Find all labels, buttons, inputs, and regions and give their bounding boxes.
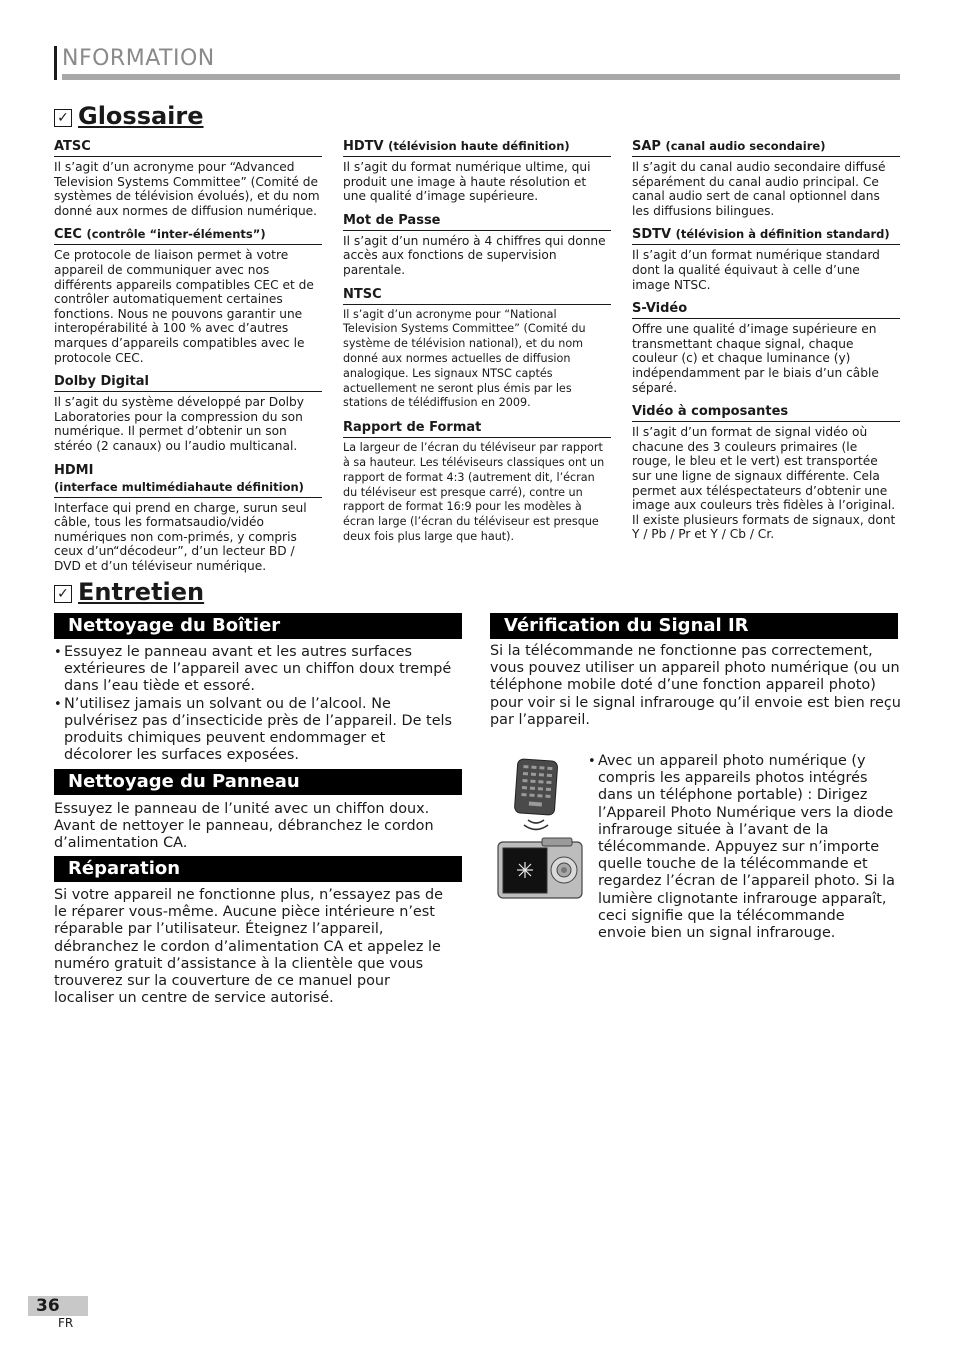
glossary-term bbox=[343, 419, 611, 545]
glossary-term-definition: Il s’agit d’un acronyme pour “Advanced Television Systems Committee” (Comité de systèmes de télévision évolués), et du nom donné aux normes de diffusion numérique. bbox=[54, 160, 320, 218]
glossary-column-2 bbox=[343, 138, 611, 545]
glossary-term-definition: Ce protocole de liaison permet à votre appareil de communiquer avec nos différents appareils compatibles CEC et de contrôler automatiquement certaines fonctions. Nous ne pouvons garantir une interopérabilité à 100 % avec d’autres marques d’appareils compatibles avec le protocole CEC. bbox=[54, 248, 314, 365]
glossary-term-heading bbox=[54, 138, 322, 157]
list-item: • Avec un appareil photo numérique (y compris les appareils photos intégrés dans un téléphone portable) : Dirigez l’Appareil Photo Numérique vers la diode infrarouge située à l’avant de la télécommande. Appuyez sur n’importe quelle touche de la télécommande et regardez l’écran de l’appareil photo. Si la lumière clignotante infrarouge apparaît, ceci signifie que la télécommande envoie bien un signal infrarouge. bbox=[588, 753, 896, 942]
glossary-term-name: Rapport de Format bbox=[343, 420, 482, 436]
glossary-column-3 bbox=[632, 138, 900, 542]
glossary-term-name: S-Vidéo bbox=[632, 301, 688, 317]
glossary-term-definition: Il s’agit d’un acronyme pour “National Television Systems Committee” (Comité du système de télévision national), et du nom donné aux normes actuelles de diffusion analogique. Les signaux NTSC captés actuellement ne seront plus émis par les stations de télédiffusion en 2009. bbox=[343, 307, 586, 410]
glossary-term-name: Mot de Passe bbox=[343, 212, 441, 228]
glossary-term-subtitle: (télévision haute définition) bbox=[388, 139, 570, 153]
glossary-term-name: Vidéo à composantes bbox=[632, 404, 789, 420]
glossary-term-definition: Il s’agit du format numérique ultime, qui produit une image à haute résolution et une qualité d’image supérieure. bbox=[343, 160, 591, 204]
glossary-term-definition: Il s’agit d’un format numérique standard dont la qualité équivaut à celle d’une image NTSC. bbox=[632, 248, 880, 292]
checkbox-icon: ✓ bbox=[54, 109, 72, 127]
glossary-term-heading bbox=[632, 226, 900, 245]
glossary-term-definition: Il s’agit d’un format de signal vidéo où chacune des 3 couleurs primaires (le rouge, le bleu et le vert) est transportée sur une ligne de signaux différente. Cela permet aux téléspectateurs d’obtenir une image aux couleurs très fidèles à l’original. Il existe plusieurs formats de signaux, dont Y / Pb / Pr et Y / Cb / Cr. bbox=[632, 425, 896, 542]
remote-camera-icon bbox=[496, 758, 584, 900]
panneau-text: Essuyez le panneau de l’unité avec un chiffon doux. Avant de nettoyer le panneau, débranchez le cordon d’alimentation CA. bbox=[54, 801, 434, 852]
glossary-term-definition: Il s’agit du système développé par Dolby Laboratories pour la compression du son numérique. Il permet d’obtenir un son stéréo (2 canaux) ou l’audio multicanal. bbox=[54, 395, 304, 453]
page-language: FR bbox=[58, 1316, 74, 1330]
glossary-term-definition: Il s’agit d’un numéro à 4 chiffres qui donne accès aux fonctions de supervision parentale. bbox=[343, 233, 606, 277]
panneau-heading: Nettoyage du Panneau bbox=[54, 769, 462, 795]
glossary-term-name: NTSC bbox=[343, 286, 382, 302]
glossary-term-definition: La largeur de l’écran du téléviseur par rapport à sa hauteur. Les téléviseurs classiques ont un rapport de format 4:3 (autrement dit, l’écran du téléviseur est presque carré), contre un rapport de format 16:9 pour les modèles à écran large (l’écran du téléviseur est presque deux fois plus large que haut). bbox=[343, 441, 605, 543]
header-title: NFORMATION bbox=[62, 46, 215, 71]
glossary-term-name: SAP bbox=[632, 139, 661, 154]
glossary-term-subtitle: (canal audio secondaire) bbox=[665, 139, 826, 153]
glossary-term-name: ATSC bbox=[54, 139, 91, 154]
glossary-term-heading bbox=[343, 419, 611, 438]
glossary-term-definition: Interface qui prend en charge, surun seul câble, tous les formatsaudio/vidéo numériques non com-primés, y compris ceux d’un“décodeur”, d’un lecteur BD / DVD et d’un téléviseur numérique. bbox=[54, 500, 307, 573]
glossary-term bbox=[632, 403, 900, 542]
remote-camera-illustration bbox=[496, 758, 584, 900]
reparation-text: Si votre appareil ne fonctionne plus, n’essayez pas de le réparer vous-même. Aucune pièce intérieure n’est réparable par l’utilisateur. Éteignez l’appareil, débranchez le cordon d’alimentation CA et appelez le numéro gratuit d’assistance à la clientèle que vous trouverez sur la couverture de ce manuel pour localiser un centre de service autorisé. bbox=[54, 887, 443, 1007]
glossary-term-heading bbox=[54, 373, 322, 392]
glossary-term-heading bbox=[343, 286, 611, 305]
glossary-term-subtitle: (télévision à définition standard) bbox=[675, 227, 890, 242]
glossary-term-heading bbox=[632, 138, 900, 157]
glossary-term bbox=[343, 212, 611, 278]
glossary-term-heading bbox=[632, 300, 900, 319]
glossary-term-subtitle: (interface multimédiahaute définition) bbox=[54, 479, 304, 494]
glossary-term bbox=[343, 286, 611, 412]
list-item: • N’utilisez jamais un solvant ou de l’alcool. Ne pulvérisez pas d’insecticide près de l’appareil. De tels produits chimiques peuvent endommager et décolorer les surfaces exposées. bbox=[54, 696, 454, 765]
page-header bbox=[54, 46, 900, 82]
glossary-term-heading bbox=[632, 403, 900, 422]
glossary-term bbox=[54, 462, 322, 574]
checkbox-icon: ✓ bbox=[54, 585, 72, 603]
glossary-term-name: SDTV bbox=[632, 227, 672, 243]
glossary-term-name: HDTV bbox=[343, 139, 384, 154]
glossary-term-name: CEC bbox=[54, 227, 82, 243]
list-item: • Essuyez le panneau avant et les autres surfaces extérieures de l’appareil avec un chiffon doux trempé dans l’eau tiède et essoré. bbox=[54, 644, 454, 696]
glossary-term-heading bbox=[343, 212, 611, 231]
glossary-term bbox=[54, 138, 322, 218]
header-rule bbox=[62, 74, 900, 80]
glossary-term bbox=[632, 300, 900, 395]
glossary-term-subtitle: (contrôle “inter-éléments”) bbox=[86, 227, 266, 242]
boitier-list bbox=[54, 644, 454, 764]
glossary-term-name: HDMI bbox=[54, 462, 94, 478]
glossary-term-definition: Offre une qualité d’image supérieure en transmettant chaque signal, chaque couleur (c) et chaque luminance (y) indépendamment par le biais d’un câble séparé. bbox=[632, 322, 879, 395]
glossary-term-name: Dolby Digital bbox=[54, 374, 149, 390]
reparation-heading: Réparation bbox=[54, 856, 462, 882]
header-bar bbox=[54, 46, 57, 80]
boitier-heading: Nettoyage du Boîtier bbox=[54, 613, 462, 639]
glossary-term bbox=[343, 138, 611, 204]
glossary-term-heading bbox=[54, 226, 322, 245]
glossary-term bbox=[54, 373, 322, 453]
glossary-term-heading bbox=[54, 462, 322, 498]
glossary-term-heading bbox=[343, 138, 611, 157]
signal-ir-intro: Si la télécommande ne fonctionne pas correctement, vous pouvez utiliser un appareil photo numérique (ou un téléphone mobile doté d’une fonction appareil photo) pour voir si le signal infrarouge qu’il envoie est bien reçu par l’appareil. bbox=[490, 643, 901, 728]
glossary-term bbox=[632, 226, 900, 292]
glossary-term bbox=[632, 138, 900, 218]
glossary-term bbox=[54, 226, 322, 365]
glossaire-title: ✓ Glossaire bbox=[54, 102, 204, 130]
glossary-term-definition: Il s’agit du canal audio secondaire diffusé séparément du canal audio principal. Ce canal audio sert de canal optionnel dans les diffusions bilingues. bbox=[632, 160, 886, 218]
signal-ir-heading: Vérification du Signal IR bbox=[490, 613, 898, 639]
page-number: 36 bbox=[36, 1296, 60, 1316]
entretien-title: ✓ Entretien bbox=[54, 578, 204, 606]
signal-ir-list bbox=[588, 753, 896, 942]
glossary-column-1 bbox=[54, 138, 322, 573]
